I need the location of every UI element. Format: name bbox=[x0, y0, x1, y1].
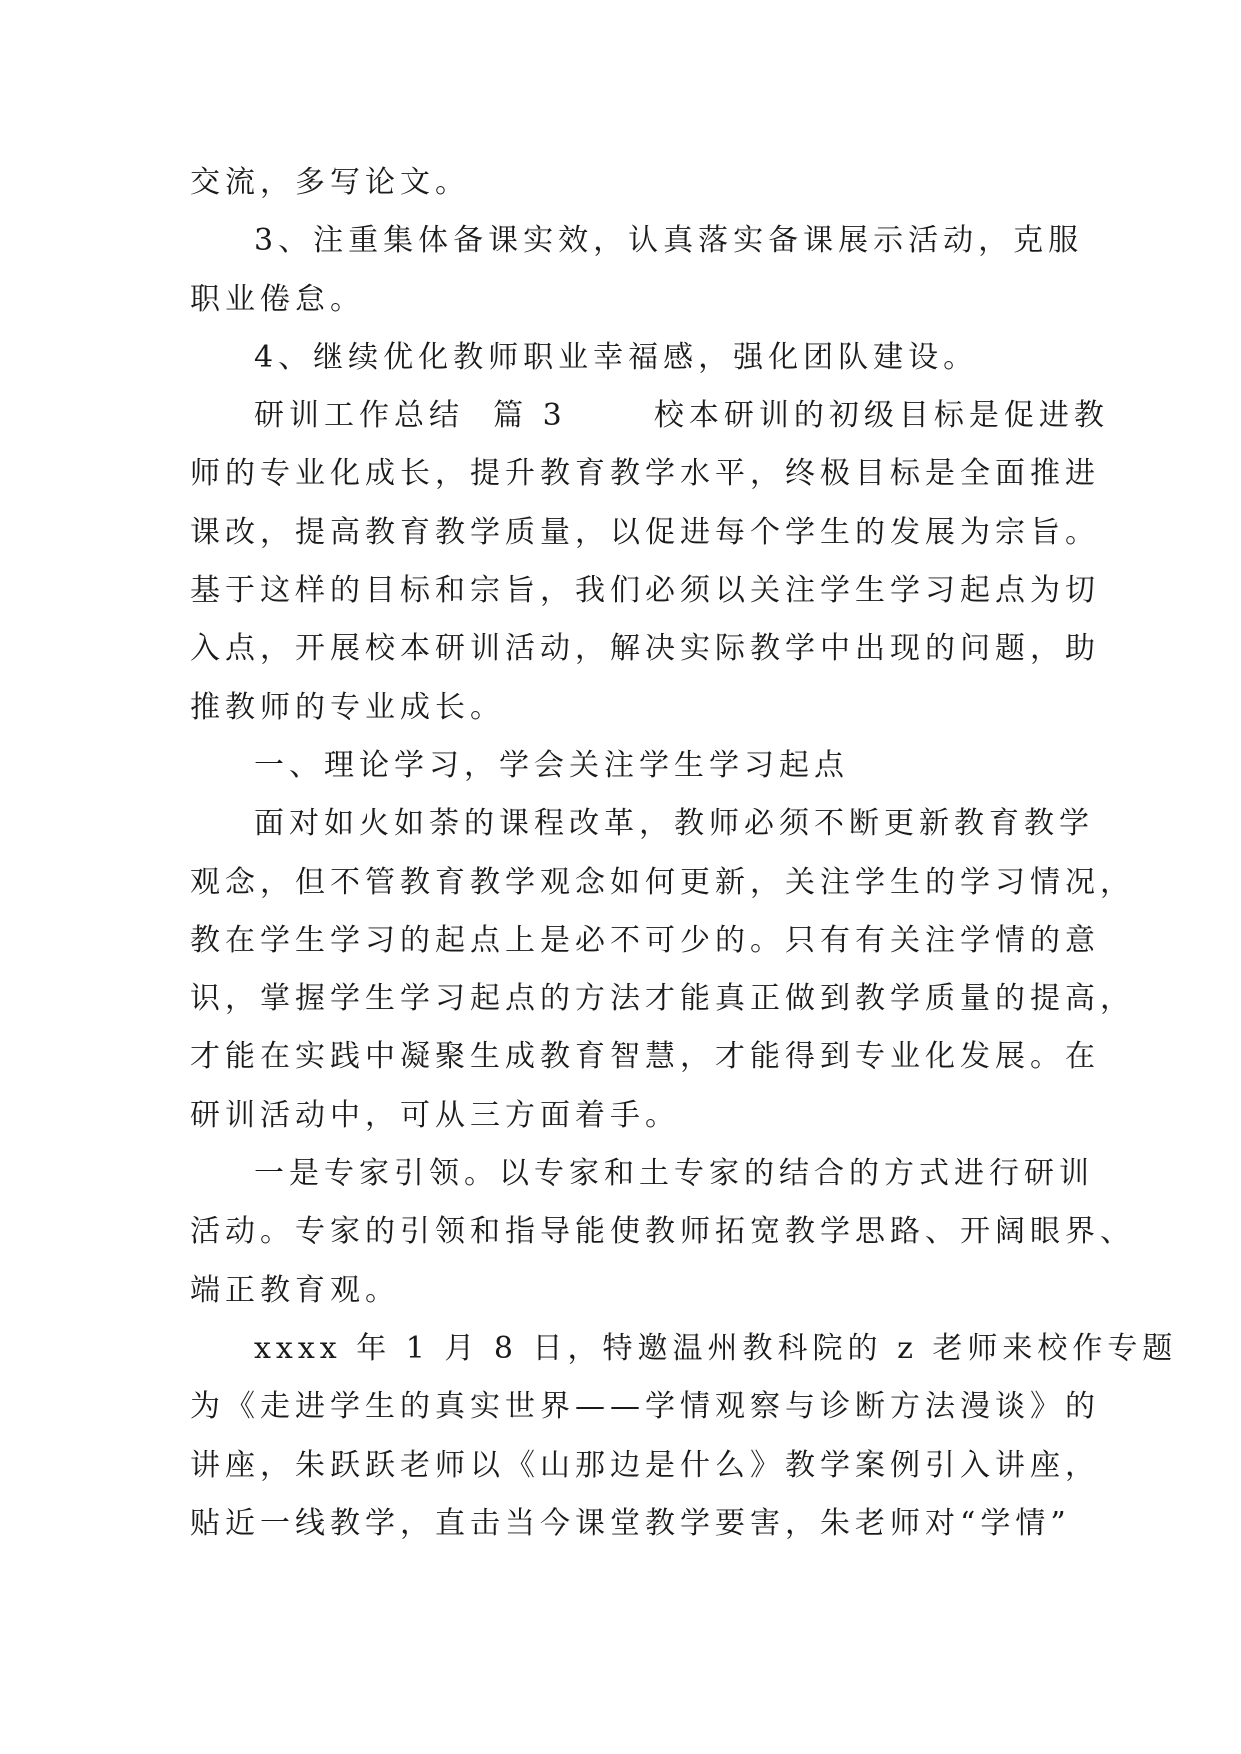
text-line: 入点，开展校本研训活动，解决实际教学中出现的问题，助 bbox=[190, 631, 1100, 667]
text-line: 交流，多写论文。 bbox=[190, 165, 470, 200]
section-heading: 一、理论学习，学会关注学生学习起点 bbox=[254, 747, 849, 783]
text-line: 贴近一线教学，直击当今课堂教学要害，朱老师对“学情” bbox=[190, 1505, 1071, 1541]
text-line: 一是专家引领。以专家和土专家的结合的方式进行研训 bbox=[254, 1156, 1094, 1192]
text-line: 为《走进学生的真实世界——学情观察与诊断方法漫谈》的 bbox=[190, 1389, 1100, 1425]
text-line: 研训工作总结 篇 3 校本研训的初级目标是促进教 bbox=[254, 398, 1109, 434]
text-line: 教在学生学习的起点上是必不可少的。只有有关注学情的意 bbox=[190, 922, 1100, 958]
text-line: xxxx 年 1 月 8 日，特邀温州教科院的 z 老师来校作专题 bbox=[254, 1330, 1178, 1366]
text-line: 师的专业化成长，提升教育教学水平，终极目标是全面推进 bbox=[190, 456, 1100, 492]
text-line: 基于这样的目标和宗旨，我们必须以关注学生学习起点为切 bbox=[190, 573, 1100, 609]
text-line: 职业倦怠。 bbox=[190, 281, 365, 317]
text-line: 才能在实践中凝聚生成教育智慧，才能得到专业化发展。在 bbox=[190, 1039, 1100, 1075]
body-text bbox=[190, 154, 1178, 1553]
text-line: 讲座，朱跃跃老师以《山那边是什么》教学案例引入讲座， bbox=[190, 1447, 1100, 1483]
text-line: 3、注重集体备课实效，认真落实备课展示活动，克服 bbox=[254, 223, 1084, 259]
text-line: 课改，提高教育教学质量，以促进每个学生的发展为宗旨。 bbox=[190, 514, 1100, 550]
text-line: 端正教育观。 bbox=[190, 1272, 400, 1308]
text-line: 研训活动中，可从三方面着手。 bbox=[190, 1097, 680, 1133]
text-line: 面对如火如荼的课程改革，教师必须不断更新教育教学 bbox=[254, 806, 1094, 842]
text-line: 识，掌握学生学习起点的方法才能真正做到教学质量的提高， bbox=[190, 981, 1135, 1017]
text-line: 观念，但不管教育教学观念如何更新，关注学生的学习情况， bbox=[190, 864, 1135, 900]
text-line: 活动。专家的引领和指导能使教师拓宽教学思路、开阔眼界、 bbox=[190, 1214, 1135, 1250]
text-line: 推教师的专业成长。 bbox=[190, 689, 505, 725]
text-line: 4、继续优化教师职业幸福感，强化团队建设。 bbox=[254, 339, 979, 375]
